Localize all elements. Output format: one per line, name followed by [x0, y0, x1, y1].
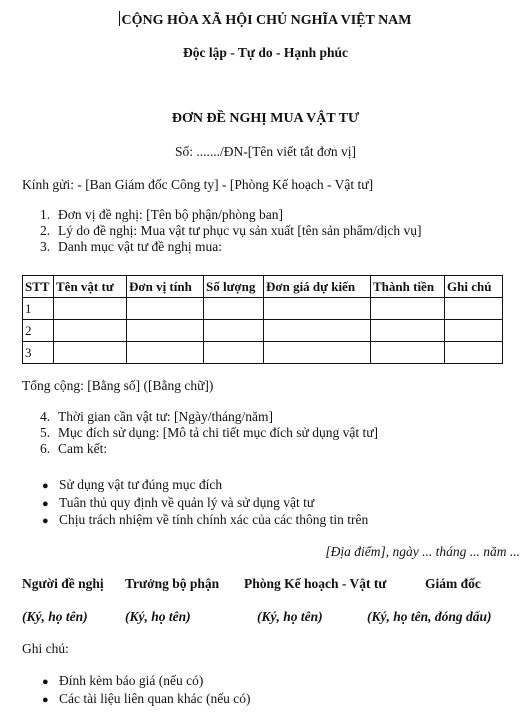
table-row	[23, 320, 503, 342]
cell-amount	[371, 298, 445, 320]
cell-quantity	[204, 342, 264, 364]
list-item	[40, 223, 422, 239]
cell-stt: 3	[23, 342, 54, 364]
list-item	[40, 409, 378, 425]
item-text: Cam kết:	[58, 441, 108, 456]
motto: Độc lập - Tự do - Hạnh phúc	[182, 45, 349, 60]
cell-item-name	[54, 342, 127, 364]
list-item	[42, 476, 368, 494]
header-stt: STT	[23, 276, 54, 298]
note-text: Các tài liệu liên quan khác (nếu có)	[59, 690, 251, 706]
cell-note	[445, 298, 503, 320]
bullet-icon: ●	[42, 515, 49, 527]
bullet-icon: ●	[42, 676, 49, 688]
notes-label: Ghi chú:	[22, 641, 69, 656]
signature-role-director: Giám đốc	[425, 576, 481, 591]
item-text: Danh mục vật tư đề nghị mua:	[58, 239, 223, 254]
signature-role-planning-dept: Phòng Kế hoạch - Vật tư	[244, 576, 387, 591]
cell-stt: 1	[23, 298, 54, 320]
commitment-text: Tuân thủ quy định về quản lý và sử dụng vật tư	[59, 494, 315, 510]
signature-note-department-head: (Ký, họ tên)	[125, 609, 191, 624]
table-row	[23, 298, 503, 320]
cell-unit-price	[264, 342, 371, 364]
item-text: Thời gian cần vật tư: [Ngày/tháng/năm]	[58, 409, 274, 424]
bullet-icon: ●	[42, 480, 49, 492]
list-item	[42, 494, 368, 512]
list-item	[42, 511, 368, 529]
cell-unit-price	[264, 320, 371, 342]
bullet-icon: ●	[42, 497, 49, 510]
commitments-list	[42, 476, 368, 529]
cell-stt: 2	[23, 320, 54, 342]
list-item	[40, 441, 378, 457]
note-text: Đính kèm báo giá (nếu có)	[59, 673, 204, 688]
list-item	[40, 207, 422, 223]
country-header	[0, 11, 531, 29]
notes-list	[42, 672, 251, 707]
commitment-text: Chịu trách nhiệm về tính chính xác của các thông tin trên	[59, 512, 369, 527]
bullet-icon: ●	[42, 693, 49, 706]
header-unit: Đơn vị tính	[127, 276, 204, 298]
document-title: ĐƠN ĐỀ NGHỊ MUA VẬT TƯ	[171, 111, 360, 126]
total-line: Tổng cộng: [Bằng số] ([Bằng chữ])	[22, 378, 214, 393]
table-header-row	[23, 276, 503, 298]
list-item	[40, 425, 378, 441]
signature-note-director: (Ký, họ tên, đóng dấu)	[367, 609, 492, 624]
recipient-line: Kính gửi: - [Ban Giám đốc Công ty] - [Phòng Kế hoạch - Vật tư]	[22, 177, 374, 192]
cell-unit-price	[264, 298, 371, 320]
cell-item-name	[54, 320, 127, 342]
item-number: 2.	[40, 223, 51, 238]
item-number: 6.	[40, 441, 51, 456]
cell-note	[445, 342, 503, 364]
header-item-name: Tên vật tư	[54, 276, 127, 298]
item-text: Đơn vị đề nghị: [Tên bộ phận/phòng ban]	[58, 207, 283, 222]
header-note: Ghi chú	[445, 276, 503, 298]
list-item	[42, 690, 251, 708]
cell-quantity	[204, 298, 264, 320]
request-items-list	[40, 207, 422, 255]
supplies-table	[22, 275, 503, 364]
signature-note-requester: (Ký, họ tên)	[22, 609, 88, 624]
cell-amount	[371, 342, 445, 364]
cell-amount	[371, 320, 445, 342]
item-number: 1.	[40, 207, 51, 222]
signature-note-planning-dept: (Ký, họ tên)	[257, 609, 323, 624]
table-row	[23, 342, 503, 364]
cell-unit	[127, 342, 204, 364]
item-number: 3.	[40, 239, 51, 254]
signature-role-requester: Người đề nghị	[22, 576, 104, 591]
list-item	[40, 239, 422, 255]
details-list	[40, 409, 378, 457]
cell-quantity	[204, 320, 264, 342]
item-text: Lý do đề nghị: Mua vật tư phục vụ sản xuất [tên sản phẩm/dịch vụ]	[58, 223, 422, 238]
commitment-text: Sử dụng vật tư đúng mục đích	[59, 477, 223, 492]
cell-note	[445, 320, 503, 342]
signature-role-department-head: Trưởng bộ phận	[125, 576, 220, 591]
place-date: [Địa điểm], ngày ... tháng ... năm ...	[325, 544, 520, 559]
item-number: 5.	[40, 425, 51, 440]
header-unit-price: Đơn giá dự kiến	[264, 276, 371, 298]
header-quantity: Số lượng	[204, 276, 264, 298]
item-number: 4.	[40, 409, 51, 424]
cell-item-name	[54, 298, 127, 320]
list-item	[42, 672, 251, 690]
header-amount: Thành tiền	[371, 276, 445, 298]
cell-unit	[127, 320, 204, 342]
country-header-text: CỘNG HÒA XÃ HỘI CHỦ NGHĨA VIỆT NAM	[121, 13, 412, 28]
cell-unit	[127, 298, 204, 320]
item-text: Mục đích sử dụng: [Mô tả chi tiết mục đích sử dụng vật tư]	[58, 425, 379, 440]
document-number: Số: ......./ĐN-[Tên viết tắt đơn vị]	[174, 144, 357, 159]
